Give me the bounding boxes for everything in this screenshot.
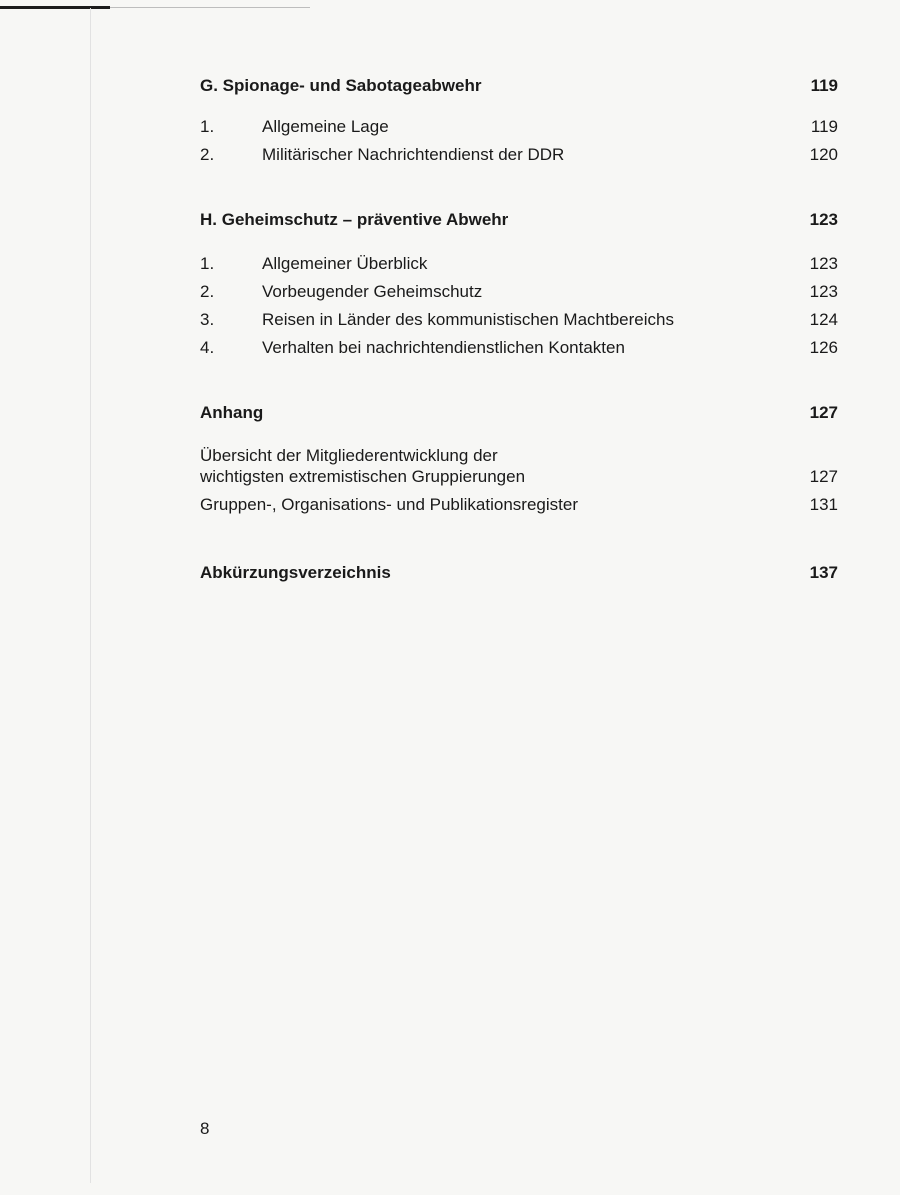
toc-item-number: 1. (200, 254, 215, 273)
toc-page-number: 119 (810, 117, 838, 136)
toc-page-number: 126 (809, 338, 838, 357)
table-of-contents (200, 0, 838, 1195)
toc-item-title: Vorbeugender Geheimschutz (262, 282, 483, 301)
toc-page-number: 119 (810, 76, 838, 95)
toc-item-title: Gruppen-, Organisations- und Publikationsregister (200, 495, 578, 514)
toc-item-number: 2. (200, 282, 215, 301)
toc-page-number: 131 (809, 495, 838, 514)
toc-item-title: Verhalten bei nachrichtendienstlichen Kontakten (262, 338, 625, 357)
toc-section-title: H. Geheimschutz – präventive Abwehr (200, 210, 509, 229)
toc-page-number: 123 (809, 282, 838, 301)
toc-item-anhang-1[interactable] (200, 446, 838, 490)
toc-page-number: 137 (809, 563, 838, 582)
toc-page-number: 127 (809, 403, 838, 422)
toc-item-title: Militärischer Nachrichtendienst der DDR (262, 145, 565, 164)
toc-section-title: Anhang (200, 403, 264, 422)
toc-item-title-line2: wichtigsten extremistischen Gruppierungen (200, 467, 526, 486)
toc-item-title: Allgemeine Lage (262, 117, 389, 136)
toc-item-title-line1: Übersicht der Mitgliederentwicklung der (200, 446, 498, 465)
toc-page-number: 123 (809, 210, 838, 229)
toc-page-number: 120 (809, 145, 838, 164)
toc-item-number: 2. (200, 145, 215, 164)
toc-section-title: Abkürzungsverzeichnis (200, 563, 391, 582)
page-number: 8 (200, 1119, 210, 1138)
toc-section-title: G. Spionage- und Sabotageabwehr (200, 76, 482, 95)
toc-item-number: 4. (200, 338, 215, 357)
toc-item-title: Reisen in Länder des kommunistischen Machtbereichs (262, 310, 674, 329)
toc-page-number: 123 (809, 254, 838, 273)
toc-item-number: 3. (200, 310, 215, 329)
toc-item-number: 1. (200, 117, 215, 136)
toc-page-number: 124 (809, 310, 838, 329)
scan-binding-line (90, 8, 91, 1183)
toc-item-title: Allgemeiner Überblick (262, 254, 428, 273)
scan-edge-mark (0, 6, 110, 9)
toc-page-number: 127 (809, 467, 838, 486)
